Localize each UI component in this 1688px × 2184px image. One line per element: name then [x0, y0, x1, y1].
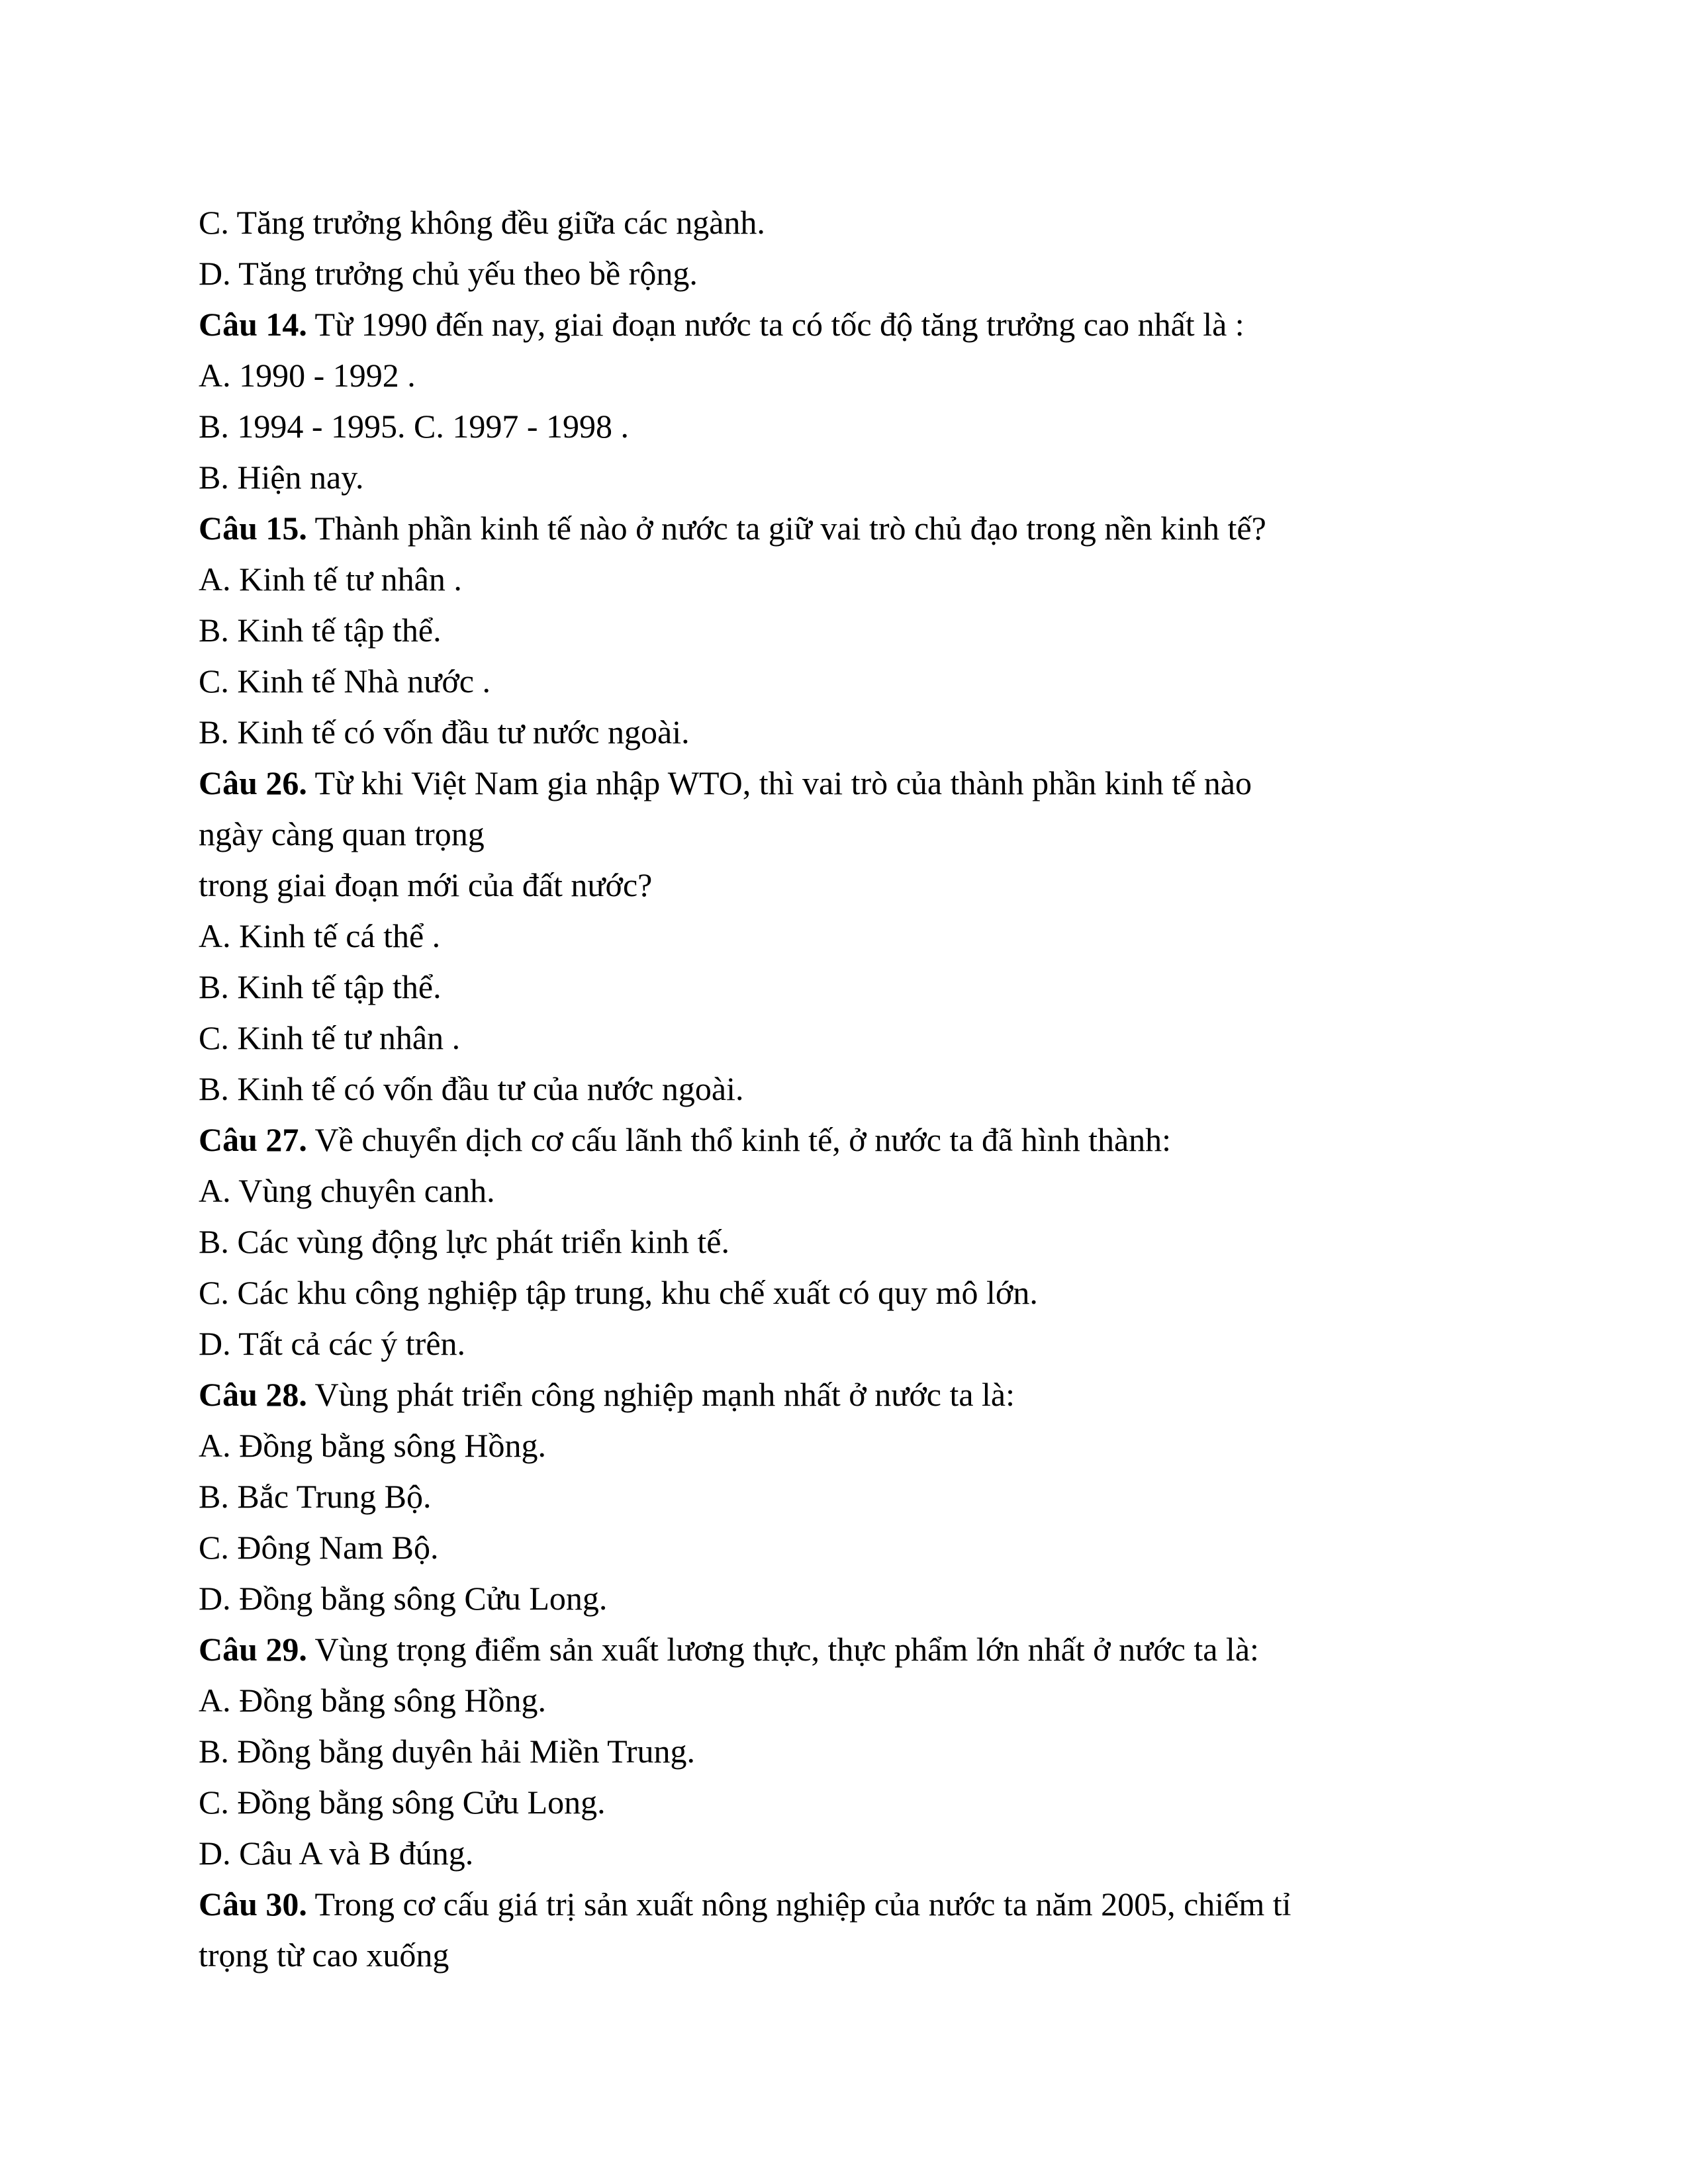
question-number: Câu 28.: [199, 1376, 307, 1413]
question-continuation: trong giai đoạn mới của đất nước?: [199, 866, 653, 903]
answer-option: D. Tăng trưởng chủ yếu theo bề rộng.: [199, 255, 698, 292]
question-line: [199, 1369, 1509, 1420]
answer-option: A. Kinh tế tư nhân .: [199, 561, 462, 598]
question-text: Từ khi Việt Nam gia nhập WTO, thì vai trò của thành phần kinh tế nào: [306, 764, 1252, 801]
answer-option: D. Đồng bằng sông Cửu Long.: [199, 1580, 608, 1617]
answer-option: C. Kinh tế Nhà nước .: [199, 662, 491, 700]
question-text: Vùng phát triển công nghiệp mạnh nhất ở nước ta là:: [306, 1376, 1015, 1413]
question-line: [199, 299, 1509, 350]
answer-option: C. Đông Nam Bộ.: [199, 1529, 439, 1566]
answer-option: A. Đồng bằng sông Hồng.: [199, 1682, 546, 1719]
question-number: Câu 15.: [199, 510, 307, 547]
answer-option: A. 1990 - 1992 .: [199, 357, 416, 394]
answer-option: C. Tăng trưởng không đều giữa các ngành.: [199, 204, 765, 241]
answer-option: B. Kinh tế tập thể.: [199, 612, 442, 649]
answer-option: D. Câu A và B đúng.: [199, 1835, 474, 1872]
answer-option: B. Hiện nay.: [199, 459, 364, 496]
question-text: Về chuyển dịch cơ cấu lãnh thổ kinh tế, ở nước ta đã hình thành:: [306, 1121, 1172, 1158]
answer-option: B. Các vùng động lực phát triển kinh tế.: [199, 1223, 729, 1260]
question-line: [199, 758, 1509, 809]
answer-option: B. Kinh tế có vốn đầu tư của nước ngoài.: [199, 1070, 744, 1107]
answer-option: B. 1994 - 1995. C. 1997 - 1998 .: [199, 408, 629, 445]
question-line: [199, 1624, 1509, 1675]
answer-option: C. Đồng bằng sông Cửu Long.: [199, 1784, 606, 1821]
question-continuation: trọng từ cao xuống: [199, 1936, 449, 1974]
question-text: Từ 1990 đến nay, giai đoạn nước ta có tốc độ tăng trưởng cao nhất là :: [306, 306, 1244, 343]
question-number: Câu 27.: [199, 1121, 307, 1158]
question-number: Câu 26.: [199, 764, 307, 801]
question-line: [199, 503, 1509, 554]
question-line: [199, 1879, 1509, 1930]
answer-option: B. Bắc Trung Bộ.: [199, 1478, 432, 1515]
answer-option: A. Vùng chuyên canh.: [199, 1172, 495, 1209]
answer-option: B. Kinh tế có vốn đầu tư nước ngoài.: [199, 713, 690, 751]
question-line: [199, 1115, 1509, 1165]
answer-option: C. Các khu công nghiệp tập trung, khu chế xuất có quy mô lớn.: [199, 1274, 1038, 1311]
question-text: Trong cơ cấu giá trị sản xuất nông nghiệp của nước ta năm 2005, chiếm tỉ: [306, 1886, 1291, 1923]
question-number: Câu 29.: [199, 1631, 307, 1668]
answer-option: B. Kinh tế tập thể.: [199, 968, 442, 1005]
question-text: Thành phần kinh tế nào ở nước ta giữ vai trò chủ đạo trong nền kinh tế?: [306, 510, 1266, 547]
answer-option: A. Đồng bằng sông Hồng.: [199, 1427, 546, 1464]
answer-option: B. Đồng bằng duyên hải Miền Trung.: [199, 1733, 695, 1770]
document-page: [199, 197, 1509, 1981]
question-number: Câu 30.: [199, 1886, 307, 1923]
question-number: Câu 14.: [199, 306, 307, 343]
question-text: Vùng trọng điểm sản xuất lương thực, thực phẩm lớn nhất ở nước ta là:: [306, 1631, 1259, 1668]
answer-option: C. Kinh tế tư nhân .: [199, 1019, 461, 1056]
answer-option: D. Tất cả các ý trên.: [199, 1325, 466, 1362]
answer-option: A. Kinh tế cá thể .: [199, 917, 441, 954]
question-continuation: ngày càng quan trọng: [199, 815, 485, 852]
